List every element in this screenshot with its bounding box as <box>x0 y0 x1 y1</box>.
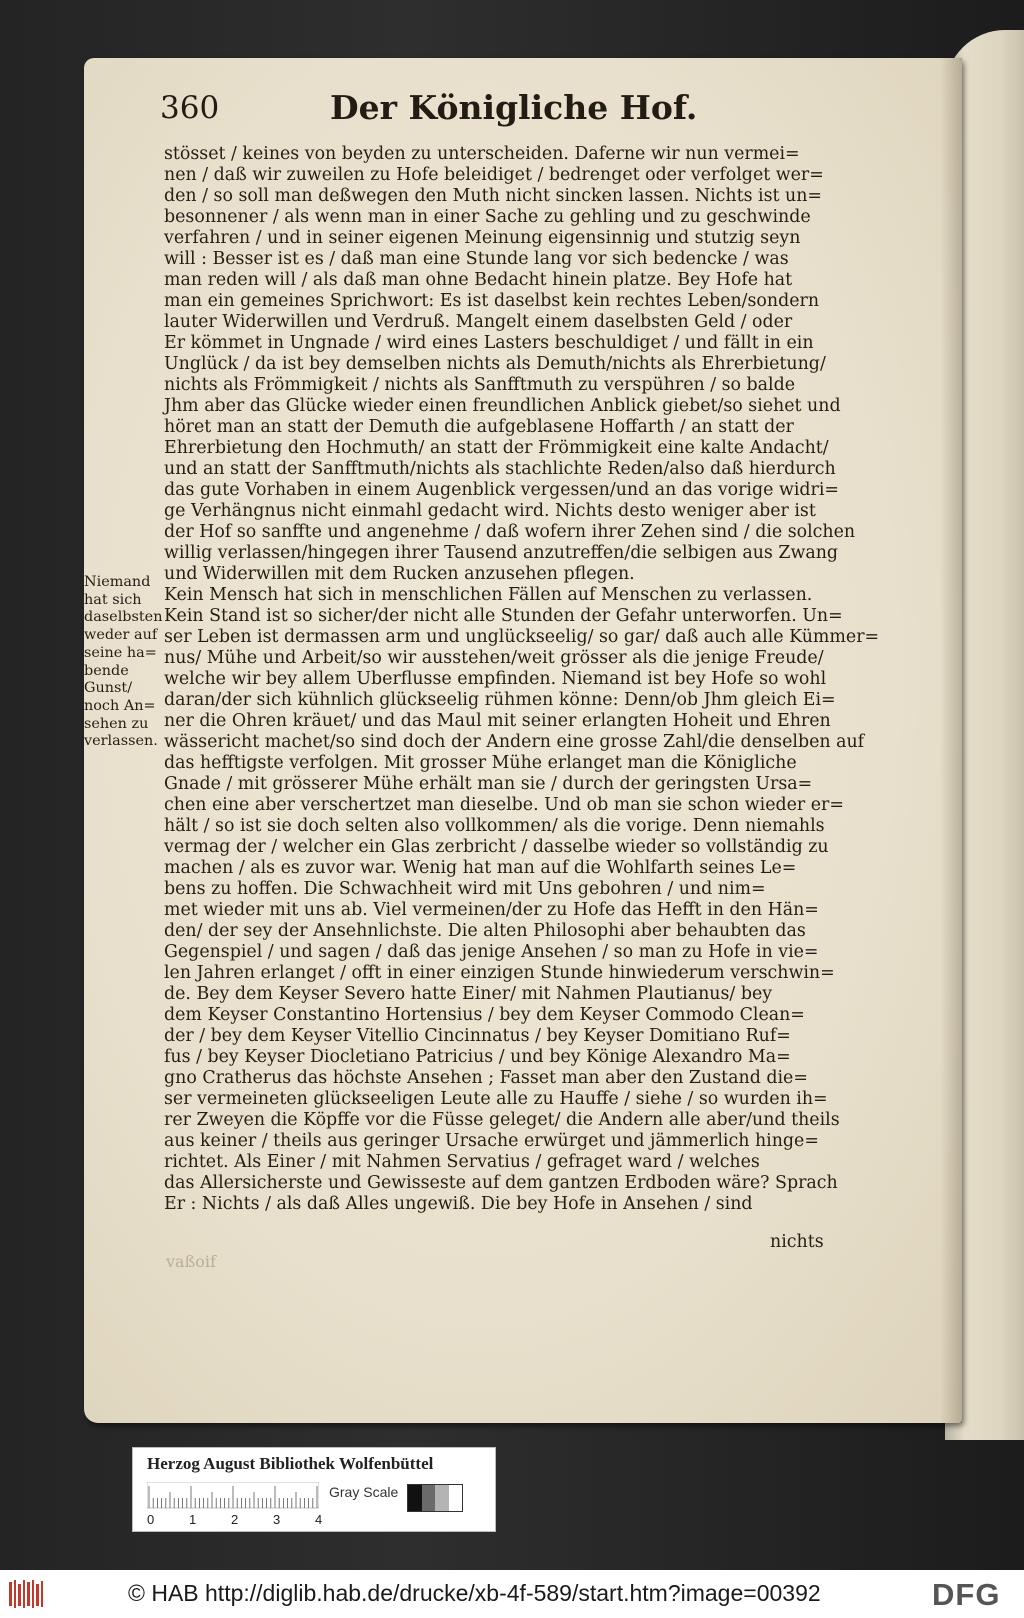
text-line: daran/der sich kühnlich glückseelig rühmen könne: Denn/ob Jhm gleich Ei= <box>164 690 836 710</box>
margin-note <box>84 574 163 751</box>
text-line: Kein Stand ist so sicher/der nicht alle Stunden der Gefahr unterworfen. Un= <box>164 606 843 626</box>
text-line: den / so soll man deßwegen den Muth nicht sincken lassen. Nichts ist un= <box>164 186 823 206</box>
text-line: dem Keyser Constantino Hortensius / bey dem Keyser Commodo Clean= <box>164 1005 805 1025</box>
text-line: wässericht machet/so sind doch der Andern eine grosse Zahl/die denselben auf <box>164 732 865 752</box>
text-line: Kein Mensch hat sich in menschlichen Fällen auf Menschen zu verlassen. <box>164 585 813 605</box>
library-label <box>132 1447 496 1532</box>
gray-scale-swatches <box>407 1484 463 1512</box>
text-line: Gegenspiel / und sagen / daß das jenige Ansehen / so man zu Hofe in vie= <box>164 942 819 962</box>
text-line: das gute Vorhaben in einem Augenblick vergessen/und an das vorige widri= <box>164 480 839 500</box>
text-line: ser vermeineten glückseeligen Leute alle zu Hauffe / siehe / so wurden ih= <box>164 1089 828 1109</box>
text-line: aus keiner / theils aus geringer Ursache erwürget und jämmerlich hinge= <box>164 1131 819 1151</box>
ruler-label: 4 <box>315 1512 323 1527</box>
scale-ruler <box>147 1482 319 1512</box>
ruler-label: 1 <box>189 1512 197 1527</box>
text-line: fus / bey Keyser Diocletiano Patricius / und bey Könige Alexandro Ma= <box>164 1047 791 1067</box>
gray-swatch <box>408 1485 422 1511</box>
margin-note-line: noch An= <box>84 697 156 714</box>
text-line: und an statt der Sanfftmuth/nichts als stachlichte Reden/also daß hierdurch <box>164 459 836 479</box>
ruler-label: 2 <box>231 1512 239 1527</box>
gray-scale-label: Gray Scale <box>329 1484 399 1500</box>
margin-note-line: seine ha= <box>84 644 157 661</box>
text-line: ge Verhängnus nicht einmahl gedacht wird. Nichts desto weniger aber ist <box>164 501 816 521</box>
text-line: lauter Widerwillen und Verdruß. Mangelt einem daselbsten Geld / oder <box>164 312 793 332</box>
text-line: den/ der sey der Ansehnlichste. Die alten Philosophi aber behaubten das <box>164 921 806 941</box>
margin-note-line: sehen zu <box>84 715 149 732</box>
catchword: nichts <box>770 1232 824 1252</box>
text-line: rer Zweyen die Köpffe vor die Füsse geleget/ die Andern alle aber/und theils <box>164 1110 840 1130</box>
copyright-link[interactable]: © HAB http://diglib.hab.de/drucke/xb-4f-589/start.htm?image=00392 <box>128 1580 821 1606</box>
text-line: hält / so ist sie doch selten also vollkommen/ als die vorige. Denn niemahls <box>164 816 825 836</box>
text-line: met wieder mit uns ab. Viel vermeinen/der zu Hofe das Hefft in den Hän= <box>164 900 819 920</box>
margin-note-line: daselbsten <box>84 609 163 626</box>
text-line: der / bey dem Keyser Vitellio Cincinnatus / bey Keyser Domitiano Ruf= <box>164 1026 791 1046</box>
text-line: stösset / keines von beyden zu unterscheiden. Daferne wir nun vermei= <box>164 144 800 164</box>
library-name: Herzog August Bibliothek Wolfenbüttel <box>147 1454 434 1473</box>
text-line: bens zu hoffen. Die Schwachheit wird mit Uns gebohren / und nim= <box>164 879 766 899</box>
text-line: will : Besser ist es / daß man eine Stunde lang vor sich bedencke / was <box>164 249 789 269</box>
hab-barcode-logo-icon <box>8 1578 44 1610</box>
dfg-logo: DFG <box>932 1577 1001 1612</box>
text-line: höret man an statt der Demuth die aufgeblasene Hoffarth / an statt der <box>164 417 794 437</box>
margin-note-line: verlassen. <box>84 733 158 750</box>
text-line: Er kömmet in Ungnade / wird eines Lasters beschuldiget / und fällt in ein <box>164 333 814 353</box>
text-line: nen / daß wir zuweilen zu Hofe beleidiget / bedrenget oder verfolget wer= <box>164 165 824 185</box>
text-line: nichts als Frömmigkeit / nichts als Sanfftmuth zu verspühren / so balde <box>164 375 796 395</box>
text-line: Unglück / da ist bey demselben nichts als Demuth/nichts als Ehrerbietung/ <box>164 354 826 374</box>
page-number: 360 <box>160 90 220 126</box>
margin-note-line: bende <box>84 662 129 679</box>
text-line: vermag der / welcher ein Glas zerbricht / dasselbe wieder so vollständig zu <box>164 837 829 857</box>
text-line: Gnade / mit grösserer Mühe erhält man sie / durch der geringsten Ursa= <box>164 774 813 794</box>
text-line: man reden will / als daß man ohne Bedacht hinein platze. Bey Hofe hat <box>164 270 793 290</box>
ruler-label: 0 <box>147 1512 155 1527</box>
margin-note-line: Gunst/ <box>84 680 133 697</box>
text-line: Er : Nichts / als daß Alles ungewiß. Die bey Hofe in Ansehen / sind <box>164 1194 753 1214</box>
text-line: das Allersicherste und Gewisseste auf dem gantzen Erdboden wäre? Sprach <box>164 1173 838 1193</box>
text-line: richtet. Als Einer / mit Nahmen Servatius / gefraget ward / welches <box>164 1152 760 1172</box>
text-line: len Jahren erlanget / offt in einer einzigen Stunde hinwiederum verschwin= <box>164 963 835 983</box>
text-line: das hefftigste verfolgen. Mit grosser Mühe erlanget man die Königliche <box>164 753 797 773</box>
text-line: willig verlassen/hingegen ihrer Tausend anzutreffen/die selbigen aus Zwang <box>164 543 839 563</box>
text-line: machen / als es zuvor war. Wenig hat man auf die Wohlfarth seines Le= <box>164 858 797 878</box>
body-text <box>164 144 880 1215</box>
text-line: man ein gemeines Sprichwort: Es ist daselbst kein rechtes Leben/sondern <box>164 291 820 311</box>
text-line: welche wir bey allem Uberflusse empfinden. Niemand ist bey Hofe so wohl <box>164 669 827 689</box>
gray-swatch <box>449 1485 463 1511</box>
gray-swatch <box>422 1485 436 1511</box>
bleed-through-text: vaßoif <box>166 1252 216 1271</box>
footer-bar <box>0 1570 1024 1618</box>
text-line: nus/ Mühe und Arbeit/so wir ausstehen/weit grösser als die jenige Freude/ <box>164 648 824 668</box>
running-head: Der Königliche Hof. <box>330 88 698 127</box>
margin-note-line: hat sich <box>84 591 142 608</box>
gray-swatch <box>435 1485 449 1511</box>
text-line: Jhm aber das Glücke wieder einen freundlichen Anblick giebet/so siehet und <box>164 396 841 416</box>
ruler-label: 3 <box>273 1512 281 1527</box>
text-line: der Hof so sanffte und angenehme / daß wofern ihrer Zehen sind / die solchen <box>164 522 856 542</box>
text-line: chen eine aber verschertzet man dieselbe. Und ob man sie schon wieder er= <box>164 795 844 815</box>
text-line: verfahren / und in seiner eigenen Meinung eigensinnig und stutzig seyn <box>164 228 801 248</box>
text-line: de. Bey dem Keyser Severo hatte Einer/ mit Nahmen Plautianus/ bey <box>164 984 773 1004</box>
text-line: Ehrerbietung den Hochmuth/ an statt der Frömmigkeit eine kalte Andacht/ <box>164 438 829 458</box>
text-line: ner die Ohren kräuet/ und das Maul mit seiner erlangten Hoheit und Ehren <box>164 711 831 731</box>
page-gutter-shadow <box>940 58 962 1423</box>
text-line: ser Leben ist dermassen arm und unglückseelig/ so gar/ daß auch alle Kümmer= <box>164 627 880 647</box>
margin-note-line: Niemand <box>84 574 151 590</box>
margin-note-line: weder auf <box>84 627 158 644</box>
text-line: besonnener / als wenn man in einer Sache zu gehling und zu geschwinde <box>164 207 811 227</box>
text-line: und Widerwillen mit dem Rucken anzusehen pflegen. <box>164 564 635 584</box>
text-line: gno Cratherus das höchste Ansehen ; Fasset man aber den Zustand die= <box>164 1068 808 1088</box>
